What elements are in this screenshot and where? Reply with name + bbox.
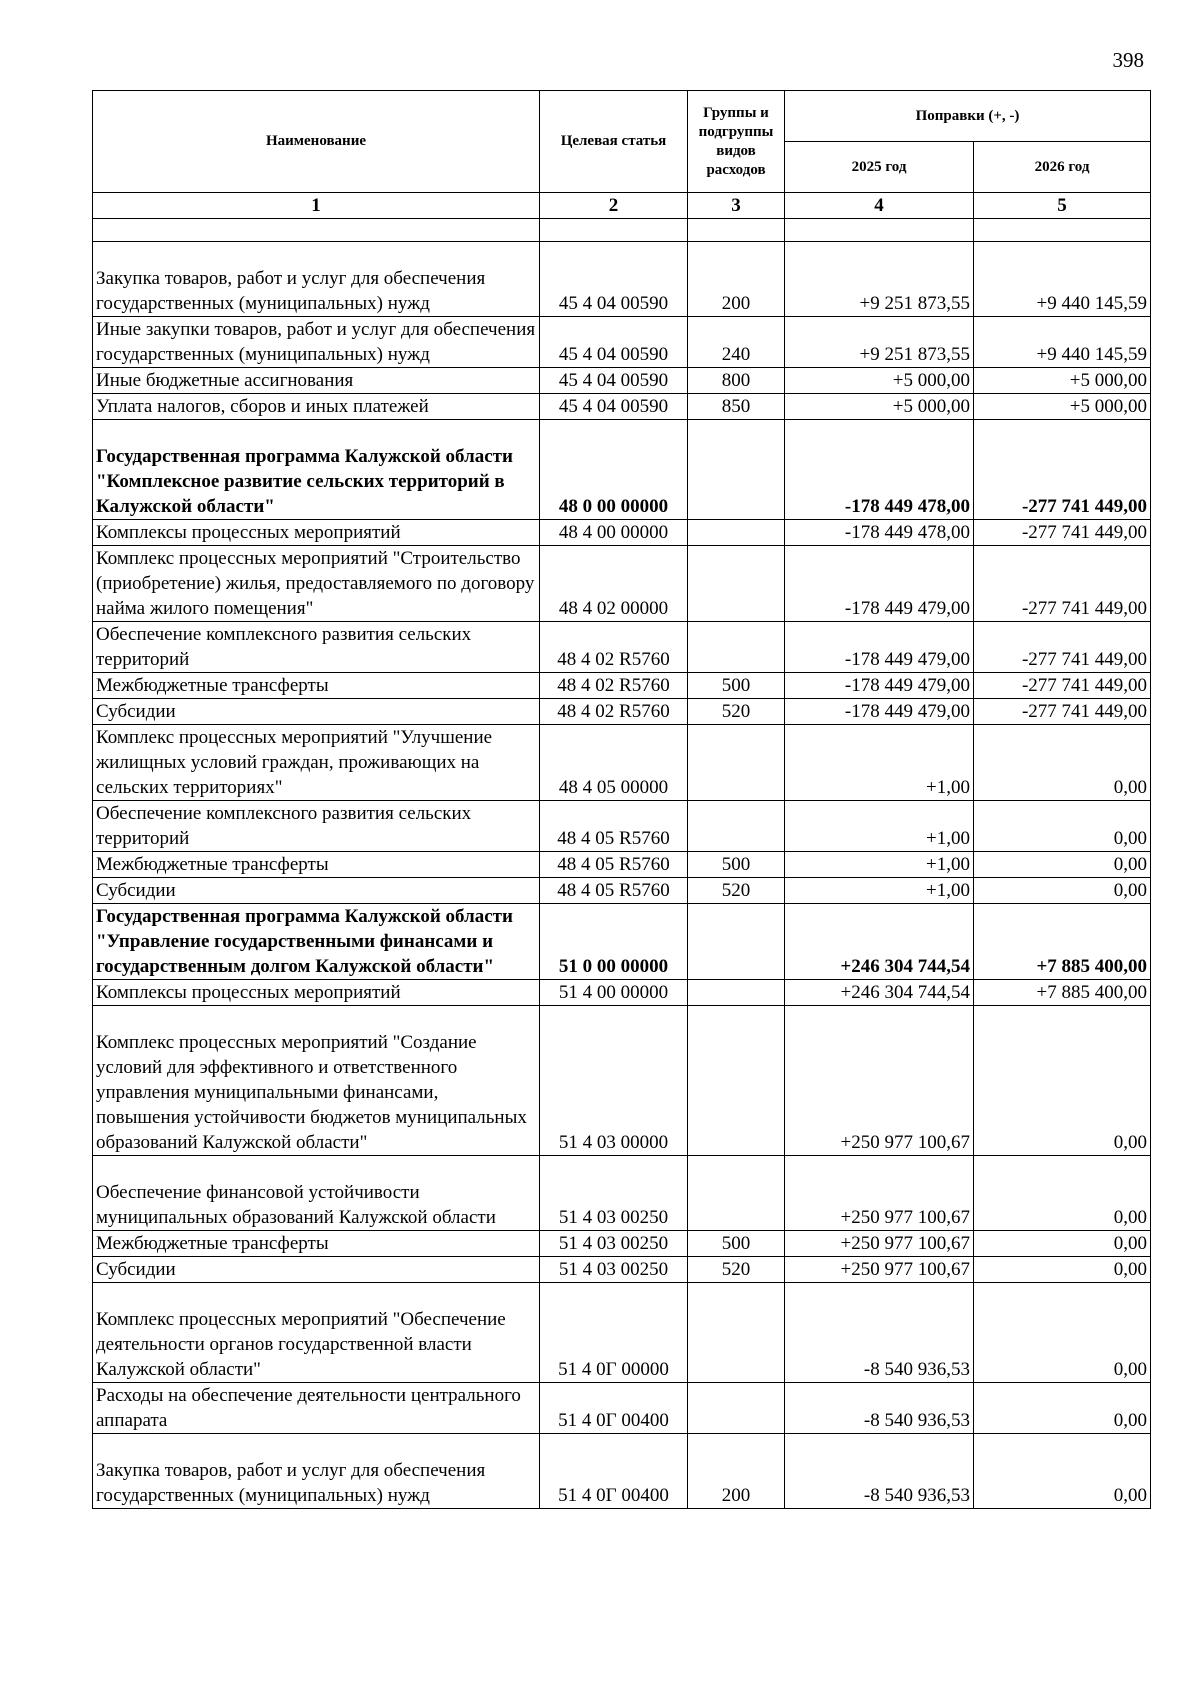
row-target-code: 48 4 05 R5760 <box>540 852 688 878</box>
row-value-2025: +246 304 744,54 <box>785 980 974 1006</box>
row-value-2025: -178 449 479,00 <box>785 546 974 622</box>
row-value-2025: +5 000,00 <box>785 368 974 394</box>
row-group-code <box>688 520 785 546</box>
header-groups: Группы и подгруппы видов расходов <box>688 91 785 193</box>
row-value-2025: +246 304 744,54 <box>785 904 974 980</box>
row-name: Обеспечение комплексного развития сельских территорий <box>93 622 540 673</box>
table-row <box>93 1283 1151 1383</box>
row-target-code: 51 0 00 00000 <box>540 904 688 980</box>
row-name: Обеспечение комплексного развития сельских территорий <box>93 801 540 852</box>
row-name: Межбюджетные трансферты <box>93 852 540 878</box>
table-row <box>93 242 1151 317</box>
row-value-2025: -178 449 478,00 <box>785 420 974 520</box>
row-name: Субсидии <box>93 699 540 725</box>
row-target-code: 48 4 02 R5760 <box>540 622 688 673</box>
row-target-code: 48 4 02 R5760 <box>540 673 688 699</box>
table-row <box>93 801 1151 852</box>
row-name: Межбюджетные трансферты <box>93 1231 540 1257</box>
row-group-code: 520 <box>688 878 785 904</box>
row-value-2026: 0,00 <box>974 801 1151 852</box>
row-target-code: 48 4 00 00000 <box>540 520 688 546</box>
row-value-2026: +5 000,00 <box>974 394 1151 420</box>
row-name: Субсидии <box>93 878 540 904</box>
row-value-2025: -178 449 478,00 <box>785 520 974 546</box>
row-value-2025: -178 449 479,00 <box>785 622 974 673</box>
col-number: 2 <box>540 193 688 219</box>
header-year-2025: 2025 год <box>785 142 974 193</box>
row-value-2025: +1,00 <box>785 878 974 904</box>
row-value-2025: +9 251 873,55 <box>785 317 974 368</box>
row-target-code: 51 4 03 00250 <box>540 1231 688 1257</box>
row-name: Субсидии <box>93 1257 540 1283</box>
row-value-2026: 0,00 <box>974 1231 1151 1257</box>
row-value-2025: +1,00 <box>785 801 974 852</box>
row-target-code: 48 4 05 R5760 <box>540 878 688 904</box>
col-number: 3 <box>688 193 785 219</box>
row-group-code <box>688 420 785 520</box>
row-name: Расходы на обеспечение деятельности центрального аппарата <box>93 1383 540 1434</box>
row-target-code: 48 4 05 R5760 <box>540 801 688 852</box>
table-row <box>93 420 1151 520</box>
row-group-code <box>688 622 785 673</box>
table-row <box>93 394 1151 420</box>
row-group-code: 240 <box>688 317 785 368</box>
row-value-2026: 0,00 <box>974 725 1151 801</box>
row-group-code: 500 <box>688 1231 785 1257</box>
row-value-2025: +5 000,00 <box>785 394 974 420</box>
row-value-2025: -178 449 479,00 <box>785 673 974 699</box>
row-value-2026: -277 741 449,00 <box>974 420 1151 520</box>
table-row <box>93 622 1151 673</box>
row-value-2026: -277 741 449,00 <box>974 546 1151 622</box>
budget-amendments-table <box>92 90 1151 1509</box>
header-amendments: Поправки (+, -) <box>785 91 1151 142</box>
row-value-2026: +5 000,00 <box>974 368 1151 394</box>
row-value-2026: -277 741 449,00 <box>974 622 1151 673</box>
spacer-cell <box>688 219 785 242</box>
row-name: Комплекс процессных мероприятий "Строительство (приобретение) жилья, предоставляемого по договору найма жилого помещения" <box>93 546 540 622</box>
row-name: Межбюджетные трансферты <box>93 673 540 699</box>
row-value-2026: 0,00 <box>974 1156 1151 1231</box>
table-row <box>93 878 1151 904</box>
row-group-code <box>688 1156 785 1231</box>
spacer-cell <box>974 219 1151 242</box>
row-target-code: 45 4 04 00590 <box>540 394 688 420</box>
row-value-2025: +250 977 100,67 <box>785 1156 974 1231</box>
row-value-2025: -178 449 479,00 <box>785 699 974 725</box>
row-value-2026: 0,00 <box>974 1006 1151 1156</box>
row-name: Комплекс процессных мероприятий "Создание условий для эффективного и ответственного управления муниципальными финансами, повышения устойчивости бюджетов муниципальных образований Калужской области" <box>93 1006 540 1156</box>
row-value-2026: 0,00 <box>974 1257 1151 1283</box>
row-target-code: 51 4 03 00250 <box>540 1156 688 1231</box>
row-name: Государственная программа Калужской области "Управление государственными финансами и государственным долгом Калужской области" <box>93 904 540 980</box>
row-name: Государственная программа Калужской области "Комплексное развитие сельских территорий в Калужской области" <box>93 420 540 520</box>
table-row <box>93 1434 1151 1509</box>
table-row <box>93 546 1151 622</box>
row-group-code <box>688 801 785 852</box>
table-row <box>93 520 1151 546</box>
row-value-2026: -277 741 449,00 <box>974 673 1151 699</box>
row-value-2026: 0,00 <box>974 852 1151 878</box>
row-name: Иные закупки товаров, работ и услуг для обеспечения государственных (муниципальных) нужд <box>93 317 540 368</box>
row-group-code <box>688 980 785 1006</box>
row-value-2025: +250 977 100,67 <box>785 1231 974 1257</box>
table-body <box>93 242 1151 1509</box>
header-target: Целевая статья <box>540 91 688 193</box>
row-group-code: 800 <box>688 368 785 394</box>
row-value-2026: -277 741 449,00 <box>974 699 1151 725</box>
header-name: Наименование <box>93 91 540 193</box>
row-value-2026: +9 440 145,59 <box>974 242 1151 317</box>
row-target-code: 51 4 0Г 00400 <box>540 1434 688 1509</box>
row-group-code <box>688 904 785 980</box>
row-target-code: 45 4 04 00590 <box>540 242 688 317</box>
row-target-code: 51 4 03 00250 <box>540 1257 688 1283</box>
row-value-2026: +7 885 400,00 <box>974 980 1151 1006</box>
row-group-code: 500 <box>688 673 785 699</box>
row-name: Обеспечение финансовой устойчивости муниципальных образований Калужской области <box>93 1156 540 1231</box>
row-group-code <box>688 1283 785 1383</box>
row-group-code: 520 <box>688 699 785 725</box>
table-row <box>93 673 1151 699</box>
row-group-code: 850 <box>688 394 785 420</box>
row-value-2025: +1,00 <box>785 852 974 878</box>
row-target-code: 48 0 00 00000 <box>540 420 688 520</box>
table-row <box>93 1257 1151 1283</box>
row-target-code: 48 4 02 R5760 <box>540 699 688 725</box>
table-row <box>93 317 1151 368</box>
row-name: Комплексы процессных мероприятий <box>93 980 540 1006</box>
row-value-2026: 0,00 <box>974 1434 1151 1509</box>
row-value-2025: +9 251 873,55 <box>785 242 974 317</box>
table-row <box>93 980 1151 1006</box>
row-group-code <box>688 1383 785 1434</box>
row-name: Иные бюджетные ассигнования <box>93 368 540 394</box>
page-number: 398 <box>1112 48 1144 72</box>
row-value-2026: +9 440 145,59 <box>974 317 1151 368</box>
row-target-code: 51 4 0Г 00400 <box>540 1383 688 1434</box>
row-target-code: 45 4 04 00590 <box>540 368 688 394</box>
row-group-code: 200 <box>688 1434 785 1509</box>
row-group-code: 500 <box>688 852 785 878</box>
spacer-cell <box>785 219 974 242</box>
row-value-2025: +250 977 100,67 <box>785 1257 974 1283</box>
row-name: Комплексы процессных мероприятий <box>93 520 540 546</box>
row-group-code <box>688 546 785 622</box>
table-row <box>93 1006 1151 1156</box>
row-target-code: 51 4 0Г 00000 <box>540 1283 688 1383</box>
row-value-2025: +1,00 <box>785 725 974 801</box>
table-row <box>93 1156 1151 1231</box>
row-target-code: 51 4 00 00000 <box>540 980 688 1006</box>
row-value-2026: -277 741 449,00 <box>974 520 1151 546</box>
spacer-cell <box>540 219 688 242</box>
row-value-2025: +250 977 100,67 <box>785 1006 974 1156</box>
spacer-cell <box>93 219 540 242</box>
table-row <box>93 852 1151 878</box>
header-year-2026: 2026 год <box>974 142 1151 193</box>
row-value-2025: -8 540 936,53 <box>785 1283 974 1383</box>
table-row <box>93 368 1151 394</box>
row-target-code: 48 4 05 00000 <box>540 725 688 801</box>
table-row <box>93 1231 1151 1257</box>
row-target-code: 45 4 04 00590 <box>540 317 688 368</box>
col-number: 5 <box>974 193 1151 219</box>
table-row <box>93 699 1151 725</box>
row-group-code: 200 <box>688 242 785 317</box>
row-name: Комплекс процессных мероприятий "Улучшение жилищных условий граждан, проживающих на сельских территориях" <box>93 725 540 801</box>
row-group-code <box>688 1006 785 1156</box>
table-row <box>93 1383 1151 1434</box>
table-row <box>93 725 1151 801</box>
row-target-code: 48 4 02 00000 <box>540 546 688 622</box>
row-name: Закупка товаров, работ и услуг для обеспечения государственных (муниципальных) нужд <box>93 1434 540 1509</box>
row-value-2026: 0,00 <box>974 1383 1151 1434</box>
row-name: Комплекс процессных мероприятий "Обеспечение деятельности органов государственной власти Калужской области" <box>93 1283 540 1383</box>
row-value-2025: -8 540 936,53 <box>785 1434 974 1509</box>
row-name: Уплата налогов, сборов и иных платежей <box>93 394 540 420</box>
col-number: 4 <box>785 193 974 219</box>
row-group-code: 520 <box>688 1257 785 1283</box>
row-value-2026: 0,00 <box>974 1283 1151 1383</box>
row-name: Закупка товаров, работ и услуг для обеспечения государственных (муниципальных) нужд <box>93 242 540 317</box>
row-value-2026: 0,00 <box>974 878 1151 904</box>
row-group-code <box>688 725 785 801</box>
row-value-2025: -8 540 936,53 <box>785 1383 974 1434</box>
col-number: 1 <box>93 193 540 219</box>
row-target-code: 51 4 03 00000 <box>540 1006 688 1156</box>
row-value-2026: +7 885 400,00 <box>974 904 1151 980</box>
table-row <box>93 904 1151 980</box>
